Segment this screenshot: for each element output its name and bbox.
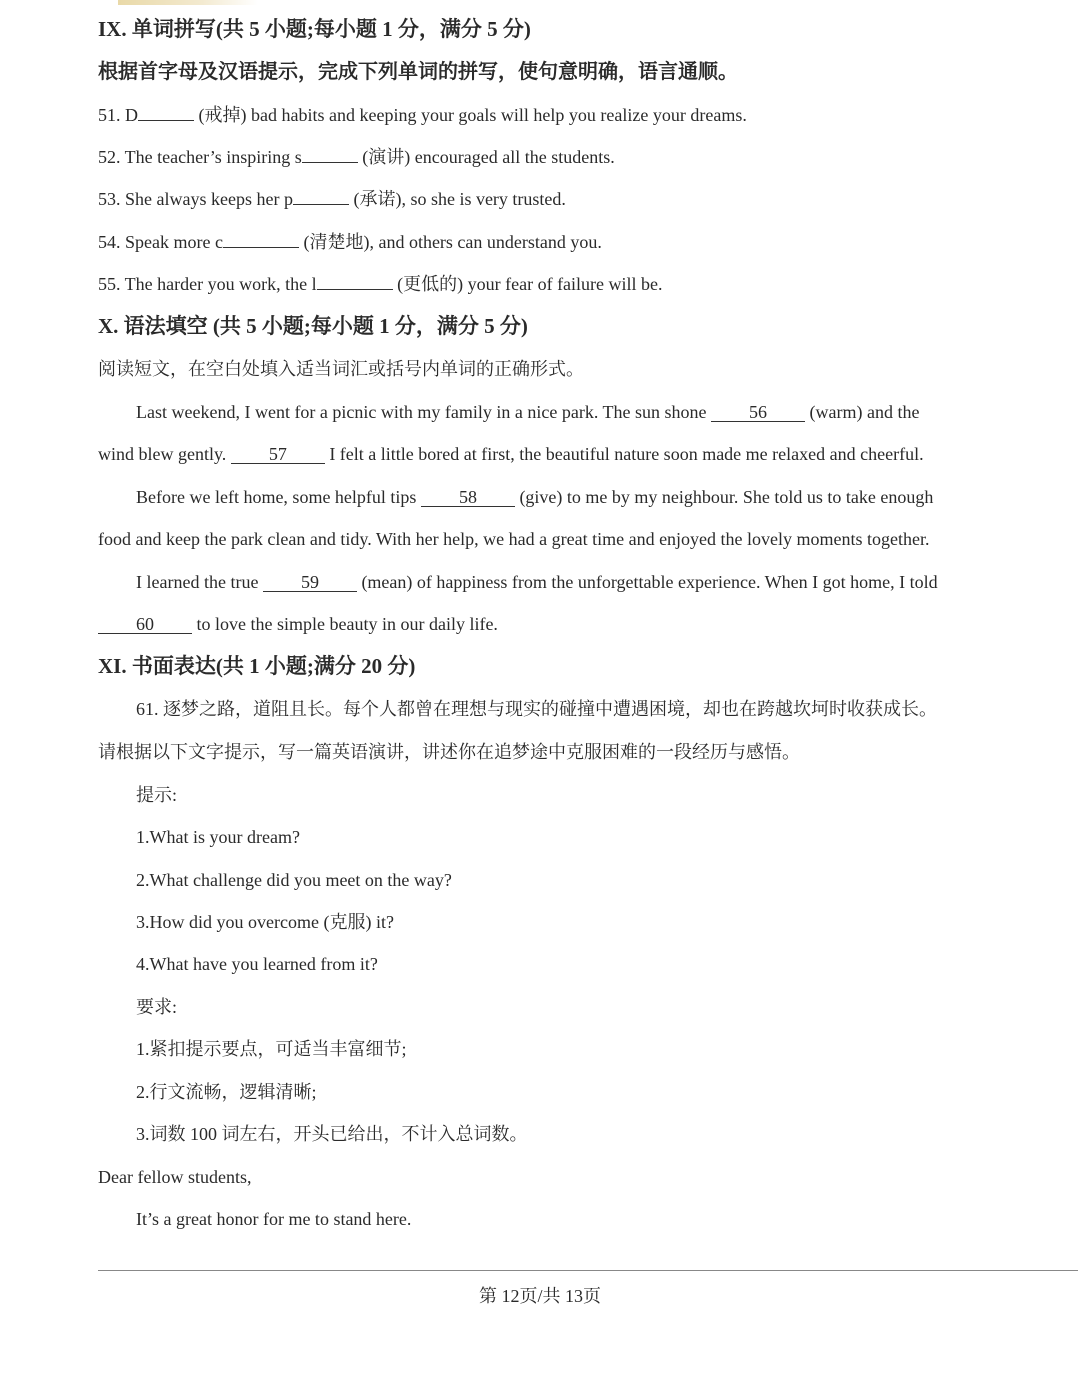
blank-57[interactable]: 57 (231, 445, 325, 464)
blank-58[interactable]: 58 (421, 488, 515, 507)
requirements-label: 要求: (136, 997, 178, 1017)
section-ix-heading: IX. 单词拼写(共 5 小题;每小题 1 分，满分 5 分) (98, 17, 531, 41)
q54-text-after: (清楚地), and others can understand you. (298, 232, 602, 252)
requirement-3: 3.词数 100 词左右，开头已给出，不计入总词数。 (136, 1124, 528, 1144)
passage-text: (mean) of happiness from the unforgettable experience. When I got home, I told (356, 572, 938, 592)
footer-rule (98, 1270, 1078, 1271)
blank-60[interactable]: 60 (98, 615, 192, 634)
section-x-heading: X. 语法填空 (共 5 小题;每小题 1 分，满分 5 分) (98, 314, 528, 338)
section-ix-instruction: 根据首字母及汉语提示，完成下列单词的拼写，使句意明确，语言通顺。 (98, 61, 738, 83)
question-53 (98, 187, 566, 211)
scan-artifact (118, 0, 258, 5)
q55-text-before: 55. The harder you work, the l (98, 274, 317, 294)
q51-text-after: (戒掉) bad habits and keeping your goals will help you realize your dreams. (194, 105, 747, 125)
passage-text: (give) to me by my neighbour. She told us to take enough (514, 487, 934, 507)
hint-2: 2.What challenge did you meet on the way? (136, 870, 452, 890)
passage-text: to love the simple beauty in our daily life. (192, 614, 498, 634)
passage-line-2 (98, 442, 924, 466)
q52-text-before: 52. The teacher’s inspiring s (98, 147, 302, 167)
writing-prompt-line-2: 请根据以下文字提示，写一篇英语演讲，讲述你在追梦途中克服困难的一段经历与感悟。 (98, 742, 800, 762)
q54-blank[interactable] (223, 247, 299, 248)
question-54 (98, 230, 602, 254)
section-xi-heading: XI. 书面表达(共 1 小题;满分 20 分) (98, 654, 416, 678)
q51-text-before: 51. D (98, 105, 138, 125)
hint-3: 3.How did you overcome (克服) it? (136, 912, 394, 932)
passage-text: I learned the true (136, 572, 263, 592)
section-x-instruction: 阅读短文，在空白处填入适当词汇或括号内单词的正确形式。 (98, 359, 584, 379)
blank-56[interactable]: 56 (711, 403, 805, 422)
question-51 (98, 103, 747, 127)
hint-4: 4.What have you learned from it? (136, 954, 378, 974)
passage-line-5 (136, 570, 938, 594)
page-number: 第 12页/共 13页 (478, 1286, 601, 1306)
passage-line-6 (98, 612, 498, 636)
q53-text-after: (承诺), so she is very trusted. (348, 189, 566, 209)
passage-line-4: food and keep the park clean and tidy. With her help, we had a great time and enjoyed the lovely moments together. (98, 529, 930, 549)
hints-label: 提示: (136, 785, 178, 805)
q55-text-after: (更低的) your fear of failure will be. (392, 274, 663, 294)
passage-text: Last weekend, I went for a picnic with my family in a nice park. The sun shone (136, 402, 711, 422)
blank-59[interactable]: 59 (263, 573, 357, 592)
requirement-2: 2.行文流畅，逻辑清晰; (136, 1082, 317, 1102)
q55-blank[interactable] (317, 289, 393, 290)
q53-blank[interactable] (293, 204, 349, 205)
requirement-1: 1.紧扣提示要点，可适当丰富细节; (136, 1039, 407, 1059)
question-52 (98, 145, 615, 169)
passage-line-3 (136, 485, 933, 509)
question-55 (98, 272, 663, 296)
q52-text-after: (演讲) encouraged all the students. (357, 147, 615, 167)
essay-opening: It’s a great honor for me to stand here. (136, 1209, 412, 1229)
q54-text-before: 54. Speak more c (98, 232, 223, 252)
writing-prompt-line-1: 61. 逐梦之路，道阻且长。每个人都曾在理想与现实的碰撞中遭遇困境，却也在跨越坎坷时收获成长。 (136, 699, 937, 719)
passage-text: (warm) and the (805, 402, 920, 422)
passage-text: I felt a little bored at first, the beautiful nature soon made me relaxed and cheerful. (324, 444, 924, 464)
q52-blank[interactable] (302, 162, 358, 163)
essay-salutation: Dear fellow students, (98, 1167, 252, 1187)
passage-text: Before we left home, some helpful tips (136, 487, 421, 507)
passage-line-1 (136, 400, 919, 424)
passage-text: wind blew gently. (98, 444, 231, 464)
q51-blank[interactable] (138, 120, 194, 121)
hint-1: 1.What is your dream? (136, 827, 300, 847)
q53-text-before: 53. She always keeps her p (98, 189, 293, 209)
